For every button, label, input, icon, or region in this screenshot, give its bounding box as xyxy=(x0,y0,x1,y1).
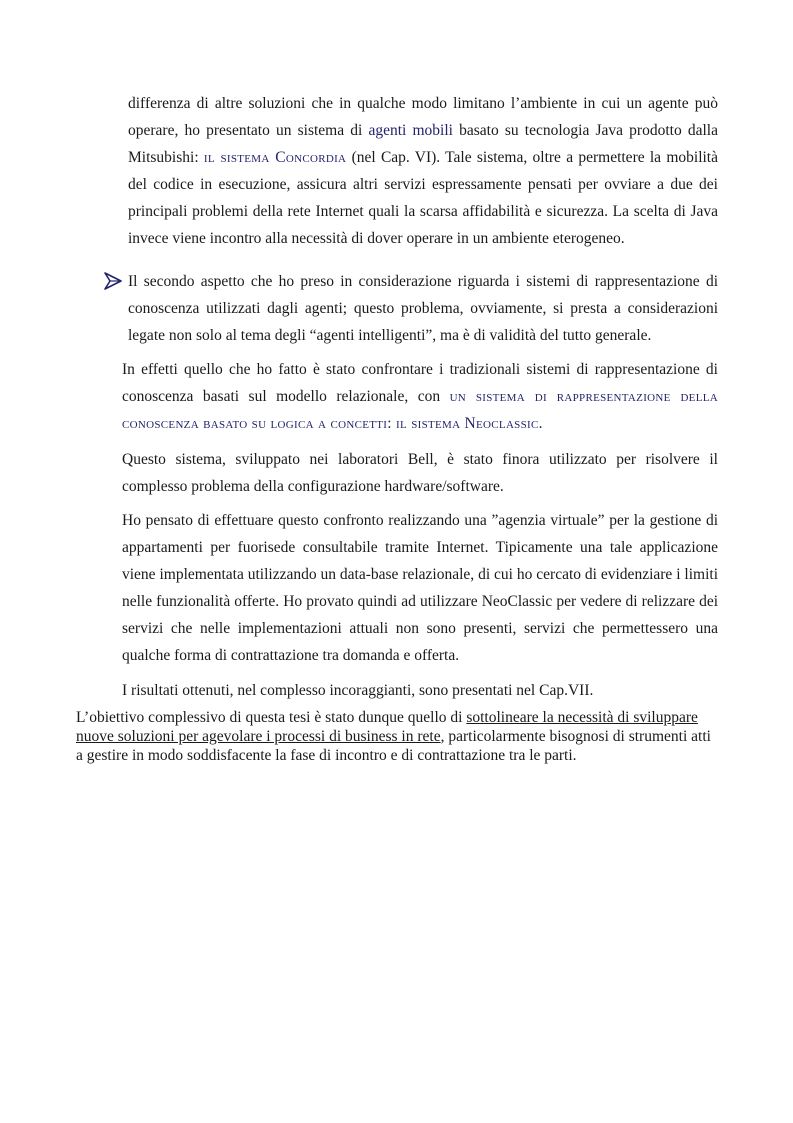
paragraph-conclusion xyxy=(76,708,718,765)
highlight-agenti-mobili: agenti mobili xyxy=(368,122,453,139)
paragraph-text: Ho pensato di effettuare questo confronto realizzando una ”agenzia virtuale” per la gestione di appartamenti per fuorisede consultabile tramite Internet. Tipicamente una tale applicazione viene implementata utilizzando un data-base relazionale, di cui ho cercato di evidenziare i limiti nelle funzionalità offerte. Ho provato quindi ad utilizzare NeoClassic per vedere di relizzare dei servizi che nelle implementazioni attuali non sono presenti, servizi che permettessero una qualche forma di contrattazione tra domanda e offerta. xyxy=(122,512,718,664)
bullet-paragraph xyxy=(128,268,718,349)
arrow-bullet-icon xyxy=(104,272,122,290)
paragraph-text: , particolarmente bisognosi di strumenti atti a gestire in modo soddisfacente la fase di incontro e di contrattazione tra le parti. xyxy=(76,728,711,764)
paragraph-text: In effetti quello che ho fatto è stato confrontare i tradizionali sistemi di rappresentazione di conoscenza basati sul modello relazionale, con xyxy=(122,361,718,405)
paragraph-bell-labs xyxy=(122,446,718,500)
underlined-statement: sottolineare la necessità di sviluppare nuove soluzioni per agevolare i processi di business in rete xyxy=(76,709,698,745)
highlight-sistema-concordia: il sistema Concordia xyxy=(203,149,347,166)
paragraph-risultati xyxy=(122,677,718,704)
paragraph-text: (nel Cap. VI). Tale sistema, oltre a permettere la mobilità del codice in esecuzione, assicura altri servizi espressamente pensati per ovviare a due dei principali problemi della rete Internet quali la scarsa affidabilità e sicurezza. La scelta di Java invece viene incontro alla necessità di dover operare in un ambiente eterogeneo. xyxy=(128,149,718,247)
paragraph-agenzia-virtuale xyxy=(122,507,718,669)
highlight-sistema-neoclassic: un sistema di rappresentazione della conoscenza basato su logica a concetti: il sistema Neoclassic. xyxy=(122,388,718,432)
paragraph-text: I risultati ottenuti, nel complesso incoraggianti, sono presentati nel Cap.VII. xyxy=(122,682,594,699)
paragraph-text: L’obiettivo complessivo di questa tesi è stato dunque quello di xyxy=(76,709,467,726)
paragraph-concordia xyxy=(128,90,718,252)
bullet-text: Il secondo aspetto che ho preso in considerazione riguarda i sistemi di rappresentazione di conoscenza utilizzati dagli agenti; questo problema, ovviamente, si presta a considerazioni legate non solo al tema degli “agenti intelligenti”, ma è di validità del tutto generale. xyxy=(128,273,718,344)
paragraph-text: differenza di altre soluzioni che in qualche modo limitano l’ambiente in cui un agente può operare, ho presentato un sistema di xyxy=(128,95,718,139)
paragraph-text: Questo sistema, sviluppato nei laboratori Bell, è stato finora utilizzato per risolvere il complesso problema della configurazione hardware/software. xyxy=(122,451,718,495)
paragraph-neoclassic xyxy=(122,356,718,437)
paragraph-text: basato su tecnologia Java prodotto dalla Mitsubishi: xyxy=(128,122,718,166)
